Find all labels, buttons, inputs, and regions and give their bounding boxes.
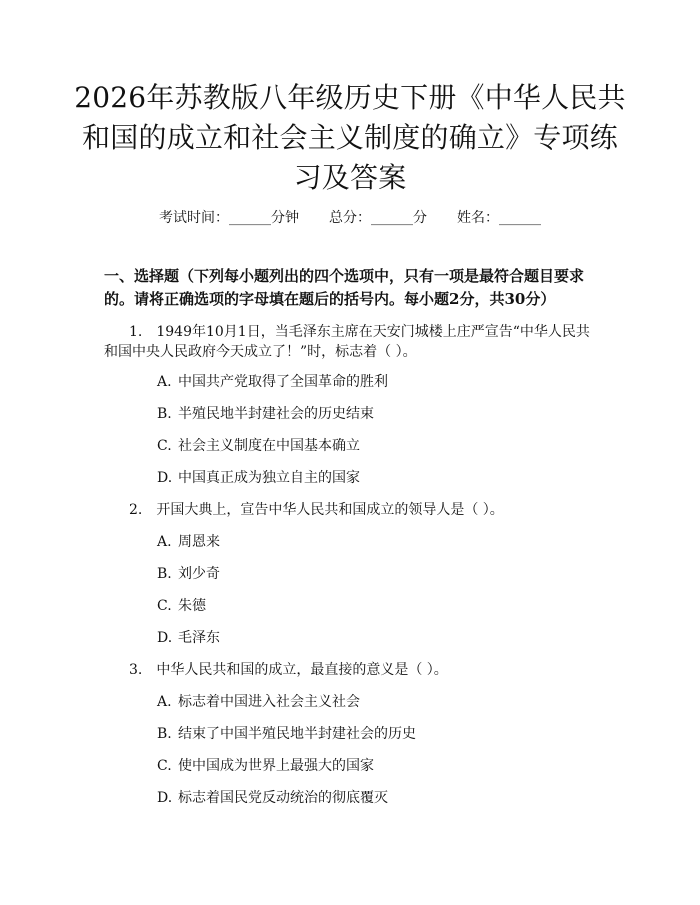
option-text: 标志着国民党反动统治的彻底覆灭 xyxy=(178,790,388,806)
option-text: 中国共产党取得了全国革命的胜利 xyxy=(178,374,388,390)
question-stem: 3. 中华人民共和国的成立，最直接的意义是（ ）。 xyxy=(129,662,448,678)
answer-option xyxy=(157,692,597,712)
answer-option xyxy=(157,628,597,648)
answer-option xyxy=(157,436,597,456)
option-text: 周恩来 xyxy=(178,534,220,550)
answer-option xyxy=(157,468,597,488)
option-letter: B. xyxy=(157,406,172,422)
option-text: 中国真正成为独立自主的国家 xyxy=(178,470,360,486)
option-text: 结束了中国半殖民地半封建社会的历史 xyxy=(178,726,416,742)
exam-meta-row xyxy=(0,208,700,228)
student-name: 姓名：______ xyxy=(457,210,541,226)
option-letter: C. xyxy=(157,598,172,614)
option-text: 社会主义制度在中国基本确立 xyxy=(178,438,360,454)
option-text: 刘少奇 xyxy=(178,566,220,582)
option-text: 使中国成为世界上最强大的国家 xyxy=(178,758,374,774)
option-text: 毛泽东 xyxy=(178,630,220,646)
answer-option xyxy=(157,564,597,584)
answer-option xyxy=(157,532,597,552)
option-letter: B. xyxy=(157,566,172,582)
answer-option xyxy=(157,724,597,744)
option-letter: A. xyxy=(157,534,172,550)
answer-option xyxy=(157,404,597,424)
option-letter: C. xyxy=(157,758,172,774)
exam-time: 考试时间：______分钟 xyxy=(159,210,299,226)
question-stem: 2. 开国大典上，宣告中华人民共和国成立的领导人是（ ）。 xyxy=(129,502,504,518)
option-letter: A. xyxy=(157,694,172,710)
option-letter: A. xyxy=(157,374,172,390)
option-letter: D. xyxy=(157,790,173,806)
option-letter: C. xyxy=(157,438,172,454)
option-letter: B. xyxy=(157,726,172,742)
answer-option xyxy=(157,756,597,776)
total-score: 总分：______分 xyxy=(329,210,427,226)
document-title: 2026年苏教版八年级历史下册《中华人民共和国的成立和社会主义制度的确立》专项练习及答案 xyxy=(74,81,626,194)
option-text: 半殖民地半封建社会的历史结束 xyxy=(178,406,374,422)
answer-option xyxy=(157,596,597,616)
option-letter: D. xyxy=(157,470,173,486)
option-text: 朱德 xyxy=(178,598,206,614)
answer-option xyxy=(157,372,597,392)
section-title: 一、选择题（下列每小题列出的四个选项中，只有一项是最符合题目要求的。请将正确选项的字母填在题后的括号内。每小题2分，共30分） xyxy=(104,267,585,308)
option-letter: D. xyxy=(157,630,173,646)
answer-option xyxy=(157,788,597,808)
option-text: 标志着中国进入社会主义社会 xyxy=(178,694,360,710)
question-stem: 1. 1949年10月1日，当毛泽东主席在天安门城楼上庄严宣告“中华人民共和国中央人民政府今天成立了！”时，标志着（ ）。 xyxy=(104,324,590,360)
